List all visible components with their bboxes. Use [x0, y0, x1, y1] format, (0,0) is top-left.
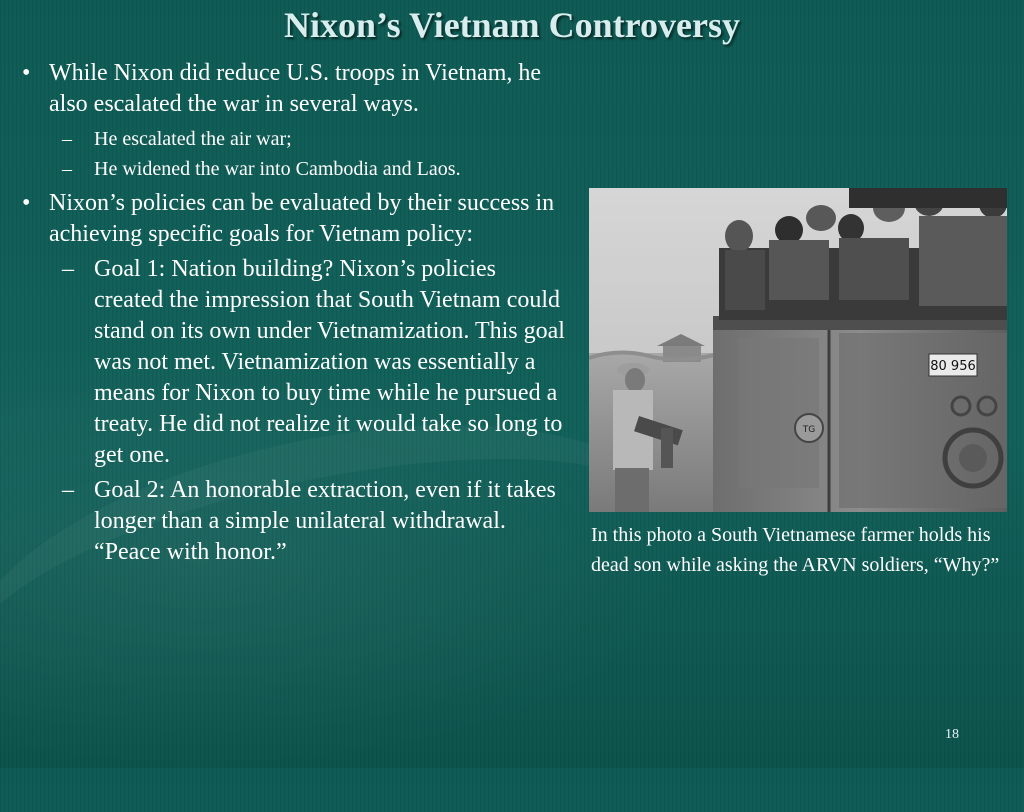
photo-illustration	[589, 188, 1007, 512]
vehicle-plate: 80 956	[930, 359, 976, 374]
slide-number: 18	[945, 727, 959, 742]
sub-bullet-text: Goal 2: An honorable extraction, even if it takes longer than a simple unilateral withdrawal. “Peace with honor.”	[94, 477, 556, 565]
sub-bullet-item	[22, 124, 567, 154]
bullet-marker: •	[22, 190, 31, 216]
historical-photo	[589, 188, 1007, 512]
sub-bullet-text: He widened the war into Cambodia and Laos.	[94, 158, 461, 180]
dash-marker: –	[62, 256, 74, 282]
photo-caption: In this photo a South Vietnamese farmer holds his dead son while asking the ARVN soldiers, “Why?”	[591, 524, 1000, 576]
armored-vehicle	[713, 316, 1007, 512]
sub-bullet-text: He escalated the air war;	[94, 128, 292, 150]
bullet-item	[22, 58, 567, 120]
sub-bullet-item	[22, 154, 567, 184]
dash-marker: –	[62, 158, 72, 180]
dash-marker: –	[62, 128, 72, 150]
bullet-text: While Nixon did reduce U.S. troops in Vietnam, he also escalated the war in several ways.	[49, 60, 542, 117]
bullet-list	[22, 58, 567, 572]
bullet-text: Nixon’s policies can be evaluated by their success in achieving specific goals for Vietnam policy:	[49, 190, 555, 247]
hull-marking: TG	[802, 425, 816, 435]
sub-bullet-item	[22, 475, 567, 568]
sub-bullet-item	[22, 254, 567, 471]
slide-title: Nixon’s Vietnam Controversy	[284, 5, 740, 45]
dash-marker: –	[62, 477, 74, 503]
bullet-marker: •	[22, 60, 31, 86]
bullet-item	[22, 188, 567, 250]
sub-bullet-text: Goal 1: Nation building? Nixon’s policies created the impression that South Vietnam could stand on its own under Vietnamization. This goal was not met. Vietnamization was essentially a means for Nixon to buy time while he pursued a treaty. He did not realize it would take so long to get one.	[94, 256, 565, 468]
